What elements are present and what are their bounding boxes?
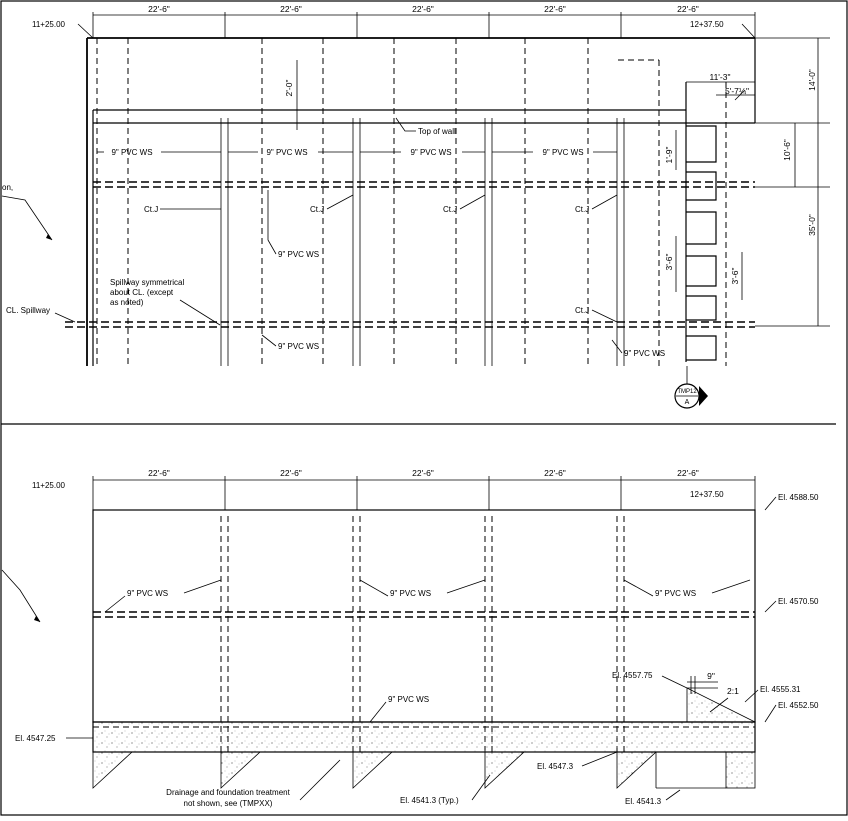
- dim-1-9: 1'-9": [664, 146, 674, 164]
- section-letter: A: [684, 399, 690, 406]
- elev-pvc-label-3: 9" PVC WS: [655, 589, 697, 598]
- spillway-note-2: about CL. (except: [110, 288, 174, 297]
- dim-2-0: 2'-0": [284, 79, 294, 97]
- el-4547-3-label: El. 4547.3: [537, 762, 574, 771]
- elev-bay-dim-2: 22'-6": [280, 468, 302, 478]
- plan-station-end: 12+37.50: [690, 20, 724, 29]
- dim-14-0: 14'-0": [807, 69, 817, 91]
- plan-station-start: 11+25.00: [32, 20, 65, 29]
- el-4570-label: El. 4570.50: [778, 597, 819, 606]
- plan-bay-dim-4: 22'-6": [544, 4, 566, 14]
- ctj-label-5: Ct.J: [575, 306, 590, 315]
- elev-pvc-label-1: 9" PVC WS: [127, 589, 169, 598]
- el-4541-typ-label: El. 4541.3 (Typ.): [400, 796, 459, 805]
- plan-pvc-callout-3: 9" PVC WS: [624, 349, 666, 358]
- elev-bay-dim-3: 22'-6": [412, 468, 434, 478]
- plan-bay-dim-3: 22'-6": [412, 4, 434, 14]
- section-sheet-ref: TMP12: [677, 389, 697, 395]
- ctj-label-3: Ct.J: [443, 205, 458, 214]
- dim-5-7: 5'-7¼": [724, 86, 750, 96]
- plan-pvc-label-4: 9" PVC WS: [542, 148, 584, 157]
- el-4557-label: El. 4557.75: [612, 671, 653, 680]
- elevation-view: [2, 468, 819, 808]
- drainage-note-2: not shown, see (TMPXX): [183, 799, 273, 808]
- elev-bay-dim-5: 22'-6": [677, 468, 699, 478]
- top-of-wall-label: Top of wall: [418, 127, 456, 136]
- slope-label: 2:1: [727, 686, 739, 696]
- dim-11-3: 11'-3": [709, 72, 731, 82]
- dim-9in: 9": [707, 671, 715, 681]
- el-4588-label: El. 4588.50: [778, 493, 819, 502]
- dim-3-6a: 3'-6": [664, 253, 674, 271]
- el-4541-label: El. 4541.3: [625, 797, 662, 806]
- plan-pvc-label-3: 9" PVC WS: [410, 148, 452, 157]
- spillway-note-1: Spillway symmetrical: [110, 278, 185, 287]
- plan-bay-dim-1: 22'-6": [148, 4, 170, 14]
- plan-pvc-callout-1: 9" PVC WS: [278, 250, 320, 259]
- dim-35-0: 35'-0": [807, 214, 817, 236]
- elev-station-end: 12+37.50: [690, 490, 724, 499]
- plan-view: [2, 4, 830, 408]
- plan-bay-dim-2: 22'-6": [280, 4, 302, 14]
- dim-3-6b: 3'-6": [730, 267, 740, 285]
- drainage-note-1: Drainage and foundation treatment: [166, 788, 290, 797]
- elev-pvc-label-2: 9" PVC WS: [390, 589, 432, 598]
- elev-bay-dim-1: 22'-6": [148, 468, 170, 478]
- ctj-label-4: Ct.J: [575, 205, 590, 214]
- plan-pvc-label-1: 9" PVC WS: [111, 148, 153, 157]
- ctj-label-2: Ct.J: [310, 205, 325, 214]
- plan-pvc-label-2: 9" PVC WS: [266, 148, 308, 157]
- el-4555-label: El. 4555.31: [760, 685, 801, 694]
- dim-10-6: 10'-6": [782, 139, 792, 161]
- plan-bay-dim-5: 22'-6": [677, 4, 699, 14]
- el-4552-label: El. 4552.50: [778, 701, 819, 710]
- section-marker-a: [675, 366, 708, 408]
- cut-off-label: on,: [2, 183, 14, 192]
- spillway-note-3: as noted): [110, 298, 144, 307]
- elev-pvc-label-4: 9" PVC WS: [388, 695, 430, 704]
- plan-pvc-callout-2: 9" PVC WS: [278, 342, 320, 351]
- elev-station-start: 11+25.00: [32, 481, 65, 490]
- ctj-label-1: Ct.J: [144, 205, 159, 214]
- elev-bay-dim-4: 22'-6": [544, 468, 566, 478]
- cl-spillway-label: CL. Spillway: [6, 306, 51, 315]
- el-4547-25-label: El. 4547.25: [15, 734, 56, 743]
